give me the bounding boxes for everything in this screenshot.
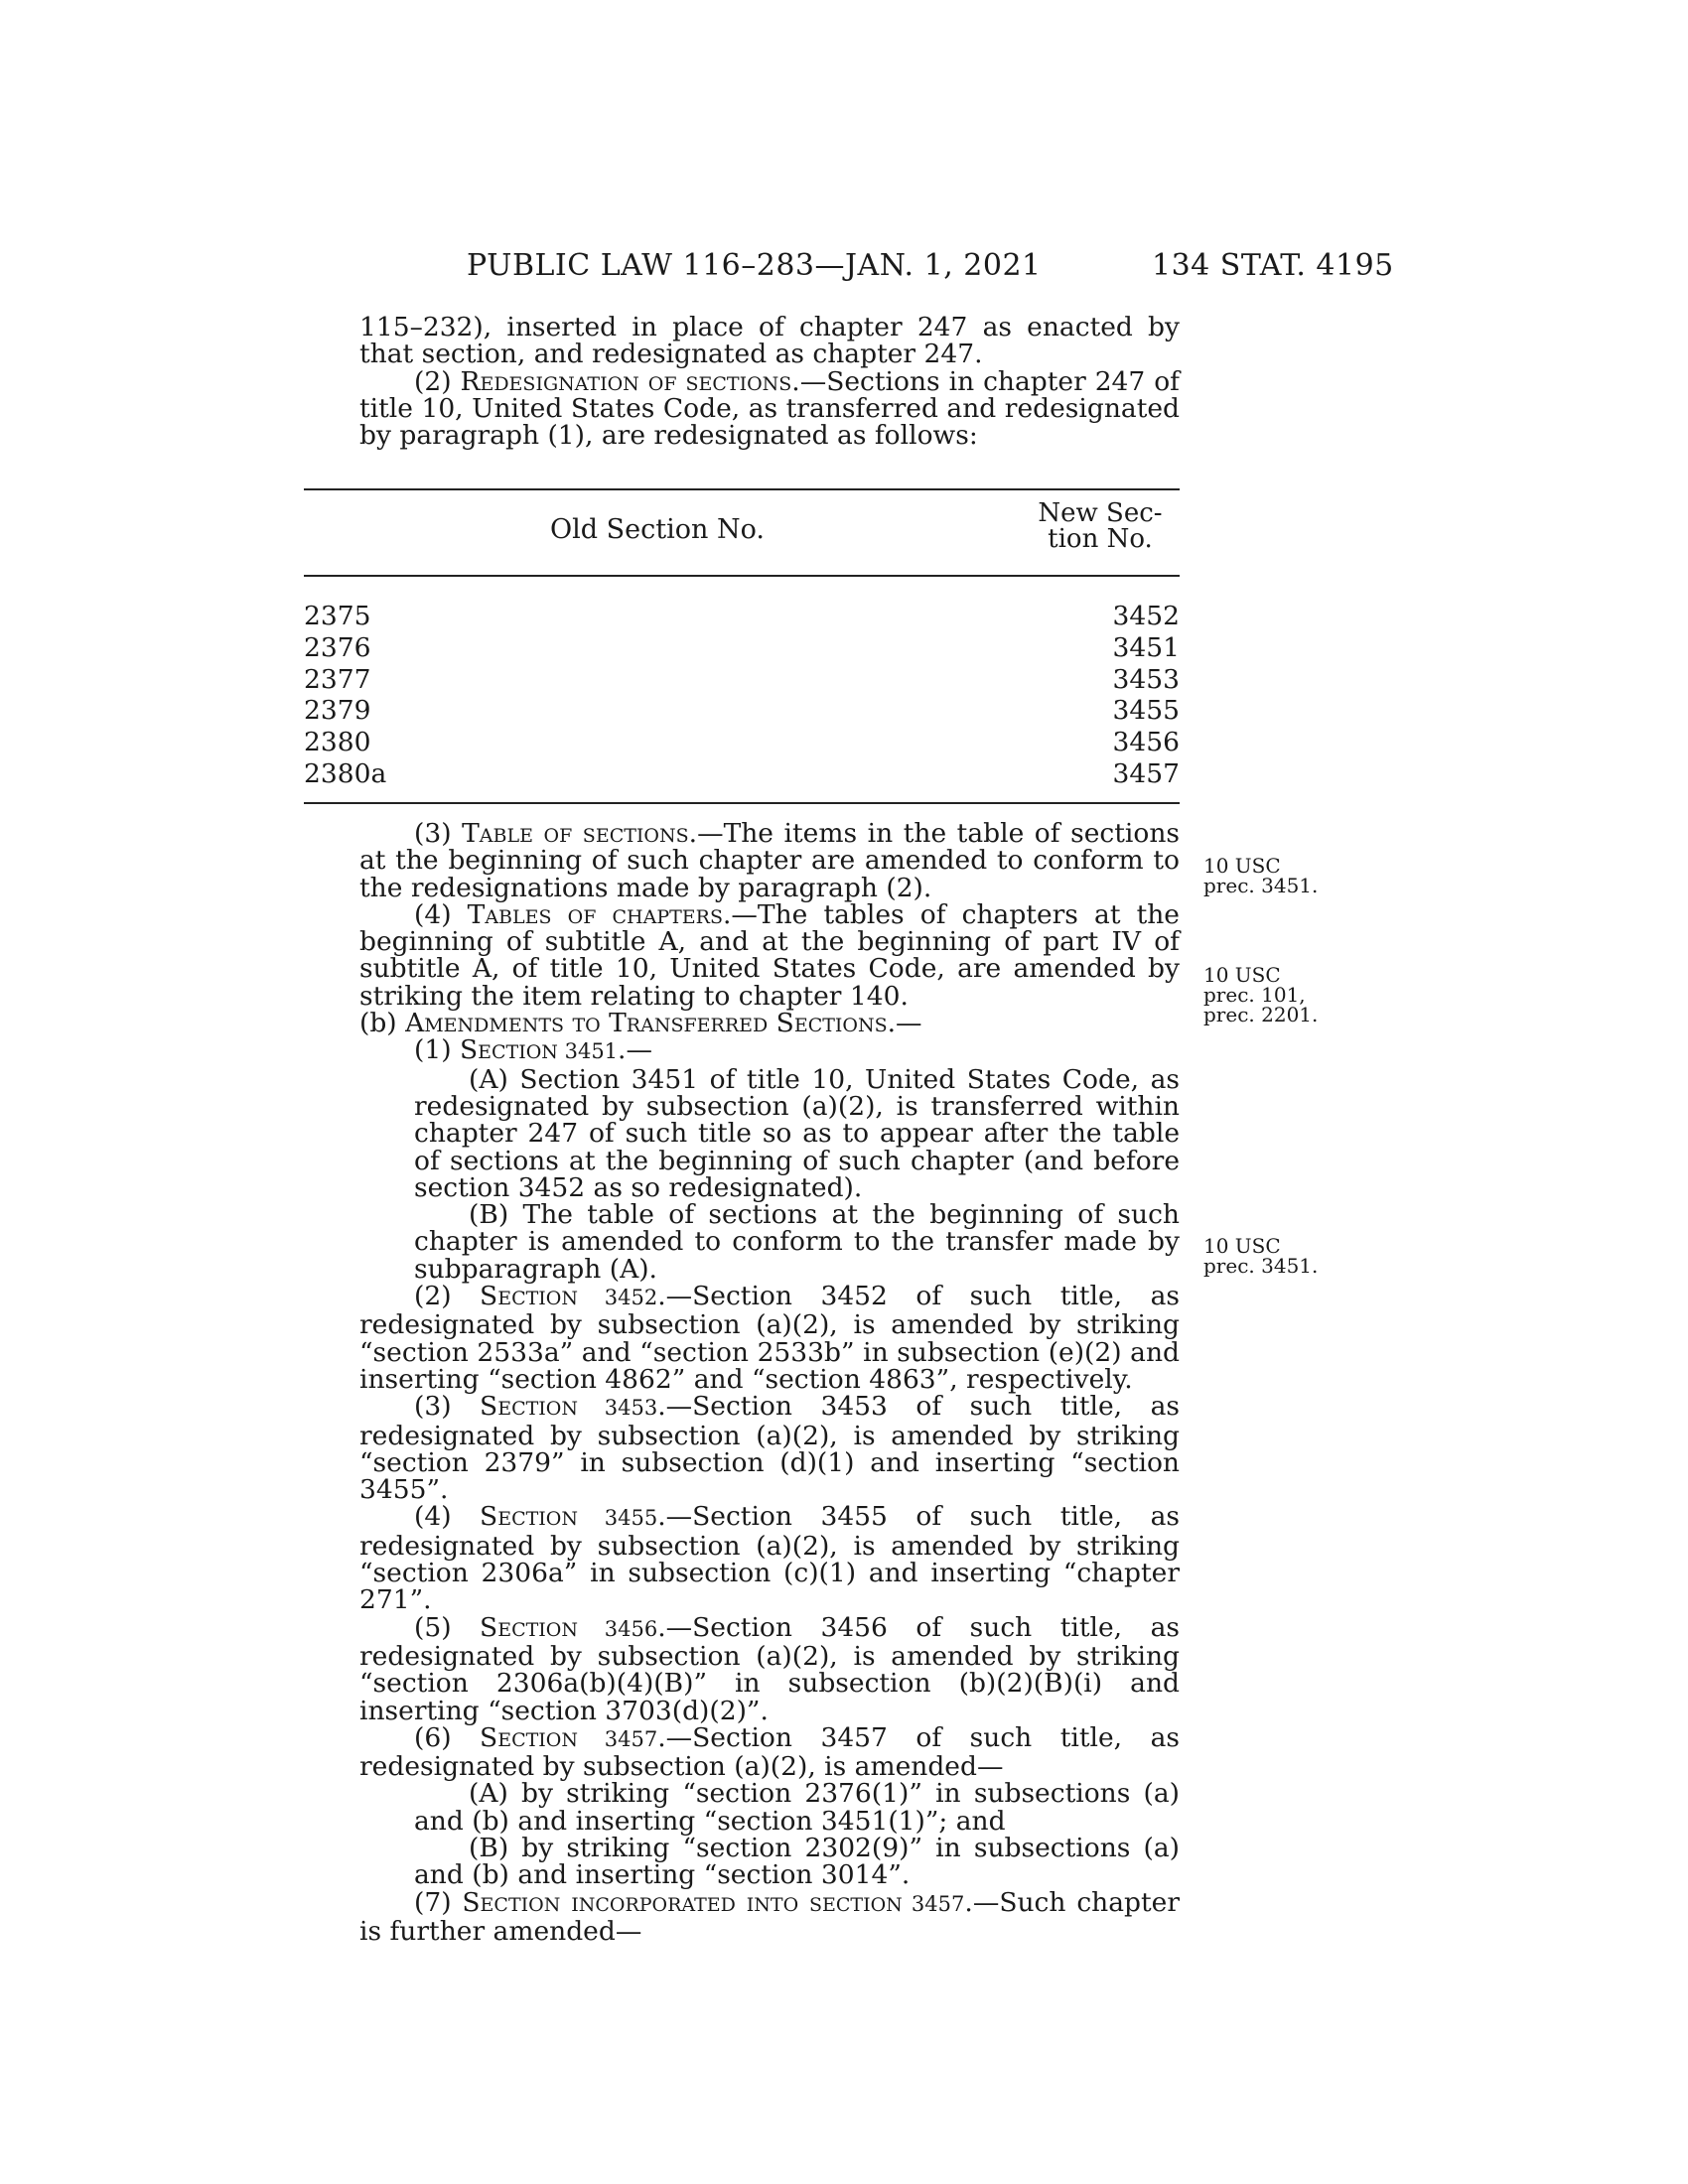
subsection-text: .— [887,1008,922,1039]
paragraph-b7 [359,1886,1180,1947]
new-section-cell: 3451 [1112,631,1180,663]
paragraph-b4 [359,1501,1180,1616]
margin-note-line: 10 USC [1203,963,1281,987]
subparagraph-b6A: (A) by striking “section 2376(1)” in subsections (a) and (b) and inserting “section 3451(1)”; and [414,1778,1180,1837]
redesignation-table [304,488,1180,804]
paragraph-3 [359,820,1180,901]
paragraph-label: (4) [414,898,468,930]
section-number: 3452 [578,1286,658,1310]
margin-note-line: 10 USC [1203,854,1281,878]
column-header-new [1031,500,1170,552]
margin-note-usc-2 [1203,965,1318,1024]
section-number: 3457 [902,1891,965,1916]
old-section-cell: 2380 [304,727,371,758]
subsection-b [359,1008,1180,1039]
margin-note-line: 10 USC [1203,1234,1281,1258]
margin-note-line: prec. 2201. [1203,1003,1319,1026]
paragraph-label: (3) [414,818,463,849]
table-row [304,758,1180,790]
new-section-cell: 3453 [1112,663,1180,695]
old-section-cell: 2376 [304,631,371,663]
column-header-new-line2: tion No. [1048,524,1153,554]
paragraph-b2 [359,1283,1180,1393]
paragraph-label: (1) [414,1034,460,1066]
paragraph-b5 [359,1611,1180,1726]
paragraph-heading: Section [480,1281,578,1312]
new-section-cell: 3455 [1112,695,1180,727]
paragraph-label: (4) [414,1501,481,1533]
table-row [304,601,1180,632]
margin-note-usc-3 [1203,1236,1318,1276]
table-row [304,727,1180,758]
paragraph-2 [359,365,1180,452]
margin-note-line: prec. 3451. [1203,874,1319,897]
section-number: 3457 [578,1726,658,1751]
paragraph-text: .—The items in the table of sections at the beginning of such chapter are amended to conform to the redesignations made by paragraph (2). [359,818,1180,903]
table-header [304,490,1180,575]
paragraph-text: .—The tables of chapters at the beginning of subtitle A, and at the beginning of part IV of subtitle A, of title 10, United States Code, are amended by striking the item relating to chapter 140. [359,898,1180,1012]
new-section-cell: 3452 [1112,601,1180,631]
old-section-cell: 2380a [304,757,387,789]
column-header-new-line1: New Sec- [1038,498,1163,528]
section-number: 3455 [578,1506,658,1531]
paragraph-heading: Redesignation of sections [460,365,792,397]
paragraph-heading: Section [480,1391,578,1423]
table-row [304,664,1180,696]
subparagraph-b1B: (B) The table of sections at the beginning of such chapter is amended to conform to the transfer made by subparagraph (A). [414,1199,1180,1285]
subsection-label: (b) [359,1008,406,1039]
margin-note-line: prec. 101, [1203,983,1306,1007]
new-section-cell: 3456 [1112,727,1180,758]
top-text [359,312,1180,452]
running-head: PUBLIC LAW 116–283—JAN. 1, 2021 [467,248,1042,283]
subparagraph-b1A: (A) Section 3451 of title 10, United States Code, as redesignated by subsection (a)(2), is transferred within chapter 247 of such title so as to appear after the table of sections at the beginning of such chapter (and before section 3452 as so redesignated). [414,1063,1180,1203]
paragraph-4 [359,898,1180,1012]
new-section-cell: 3457 [1112,757,1180,789]
old-section-cell: 2375 [304,601,371,631]
paragraph-heading: Section [480,1721,578,1753]
paragraph-text: .—Section 3456 of such title, as redesignated by subsection (a)(2), is amended by striking “section 2306a(b)(4)(B)” in subsection (b)(2)(B)(i) and inserting “section 3703(d)(2)”. [359,1611,1180,1726]
main-text [359,820,1180,1945]
paragraph-heading: Section [459,1034,558,1066]
paragraph-label: (3) [414,1391,481,1423]
paragraph-b6 [359,1721,1180,1783]
margin-note-line: prec. 3451. [1203,1254,1319,1278]
paragraph-heading: Section [480,1501,578,1533]
paragraph-heading: Section incorporated into section [462,1886,903,1918]
paragraph-text: .—Section 3453 of such title, as redesignated by subsection (a)(2), is amended by striking “section 2379” in subsection (d)(1) and inserting “section 3455”. [359,1391,1180,1506]
paragraph-label: (6) [414,1721,481,1753]
table-row [304,695,1180,727]
paragraph-label: (7) [414,1886,463,1918]
paragraph-text: .—Section 3455 of such title, as redesignated by subsection (a)(2), is amended by striking “section 2306a” in subsection (c)(1) and inserting “chapter 271”. [359,1501,1180,1616]
margin-note-usc-1 [1203,856,1318,895]
section-number: 3453 [578,1396,658,1421]
continuation-paragraph: 115–232), inserted in place of chapter 247 as enacted by that section, and redesignated as chapter 247. [359,312,1180,370]
paragraph-text: .—Section 3452 of such title, as redesignated by subsection (a)(2), is amended by striking “section 2533a” and “section 2533b” in subsection (e)(2) and inserting “section 4862” and “section 4863”, respectively. [359,1281,1180,1395]
section-number: 3456 [578,1616,658,1641]
paragraph-heading: Section [480,1611,578,1643]
column-header-old: Old Section No. [550,514,765,545]
table-row [304,632,1180,664]
paragraph-text: .—Section 3457 of such title, as redesignated by subsection (a)(2), is amended— [359,1721,1180,1783]
subsection-heading: Amendments to Transferred Sections [405,1008,888,1039]
table-bottom-rule [304,802,1180,804]
subparagraph-b6B: (B) by striking “section 2302(9)” in subsections (a) and (b) and inserting “section 3014”. [414,1832,1180,1891]
paragraph-label: (2) [414,1281,481,1312]
table-body [304,577,1180,802]
paragraph-heading: Table of sections [462,818,689,849]
paragraph-heading: Tables of chapters [467,898,723,930]
paragraph-text: .— [618,1034,652,1066]
old-section-cell: 2377 [304,663,371,695]
paragraph-b3 [359,1391,1180,1506]
section-number: 3451 [557,1039,619,1064]
paragraph-label: (5) [414,1611,481,1643]
paragraph-text: .—Sections in chapter 247 of title 10, United States Code, as transferred and redesignated by paragraph (1), are redesignated as follows: [359,365,1180,452]
stat-reference: 134 STAT. 4195 [1152,248,1394,283]
paragraph-b1 [359,1036,1180,1065]
paragraph-text: .—Such chapter is further amended— [359,1886,1180,1947]
paragraph-label: (2) [414,365,461,397]
old-section-cell: 2379 [304,695,371,727]
